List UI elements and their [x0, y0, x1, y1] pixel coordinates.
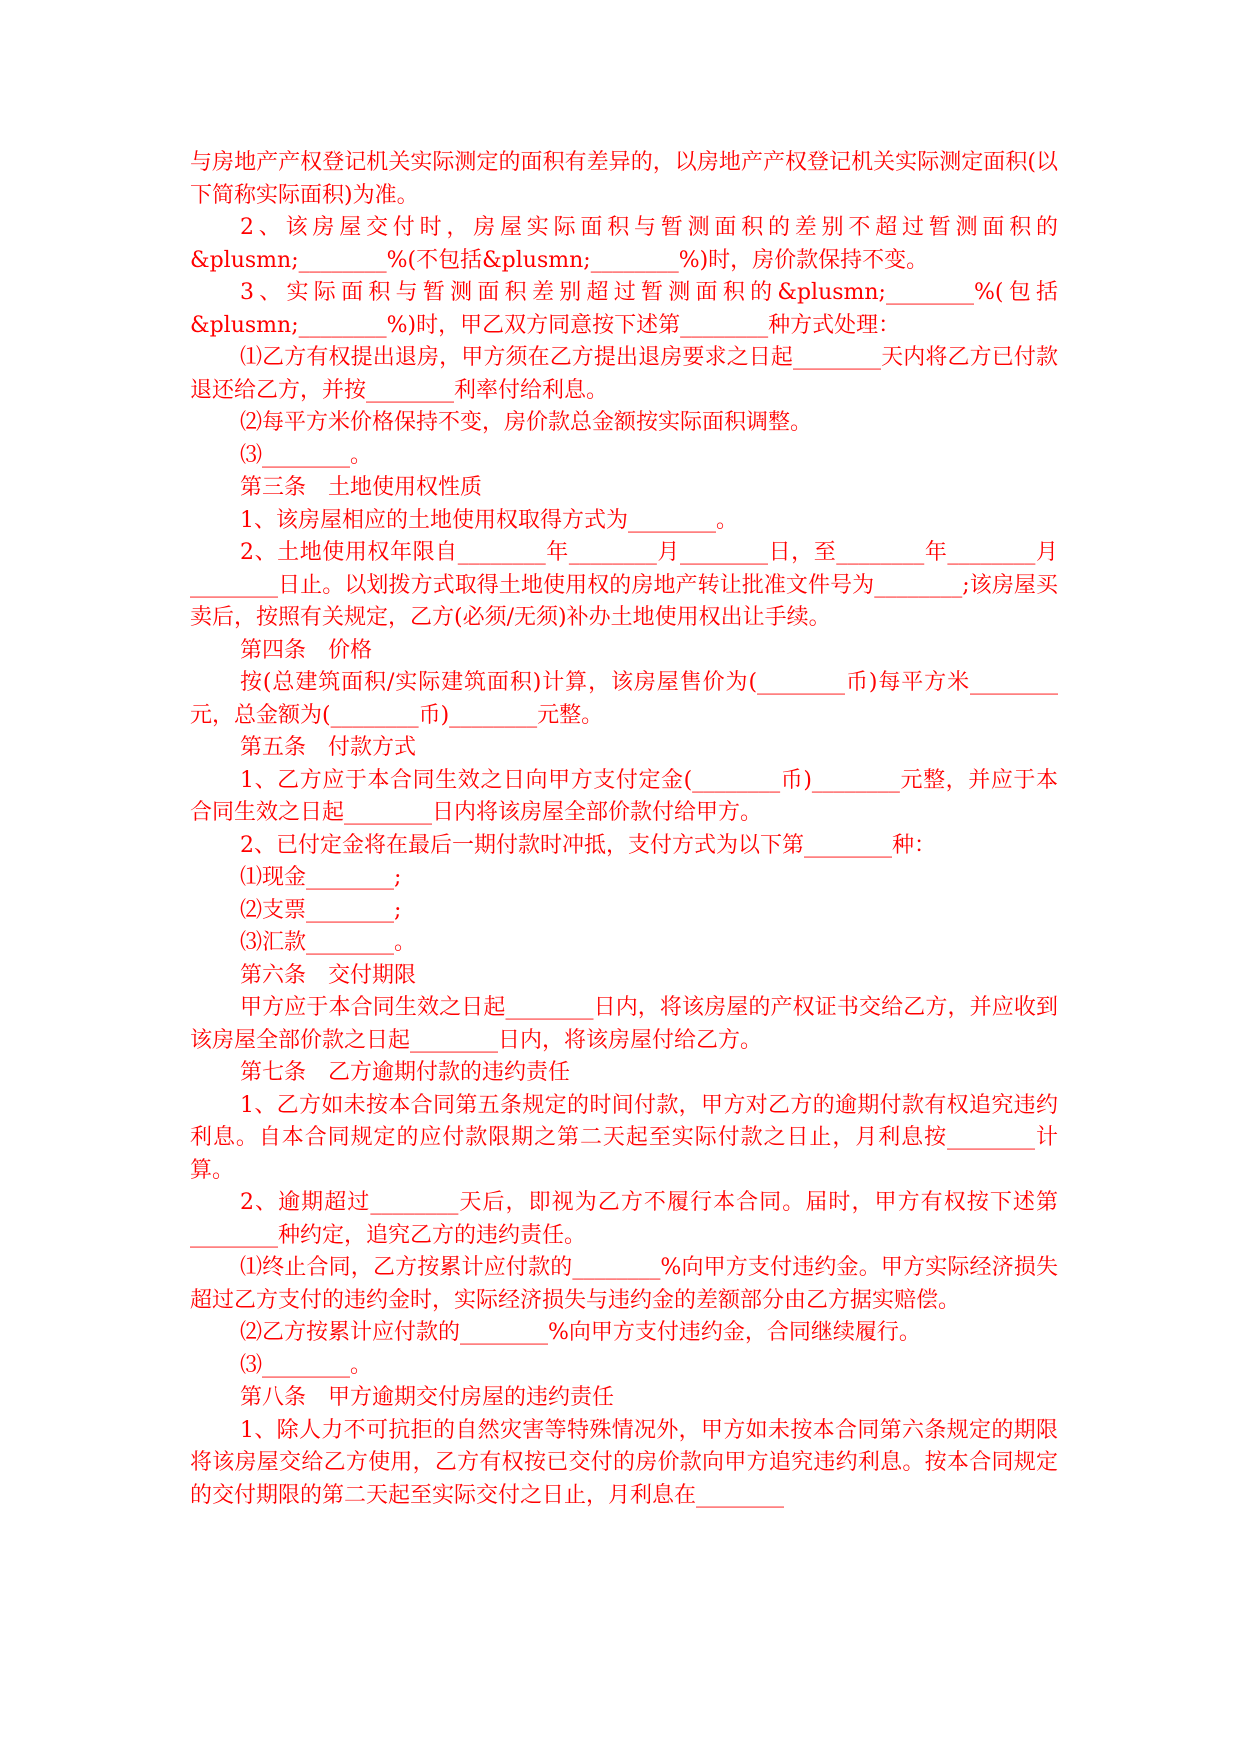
paragraph-payment-remit: ⑶汇款________。 [240, 930, 417, 955]
paragraph-late-payment-option-3: ⑶________。 [240, 1352, 373, 1378]
paragraph-payment-clause-1: 1、乙方应于本合同生效之日向甲方支付定金(________币)________元整，并应于本合同生效之日起________日内将该房屋全部价款付给甲方。 [190, 767, 1058, 825]
paragraph-payment-cash: ⑴现金________; [240, 865, 402, 890]
paragraph-late-delivery-1: 1、除人力不可抗拒的自然灾害等特殊情况外，甲方如未按本合同第六条规定的期限将该房屋交给乙方使用，乙方有权按已交付的房价款向甲方追究违约利息。按本合同规定的交付期限的第二天起至实际交付之日止，月利息在________ [190, 1417, 1058, 1508]
paragraph-payment-check: ⑵支票________; [240, 897, 402, 923]
article-3-heading: 第三条 土地使用权性质 [240, 475, 483, 500]
article-5-heading: 第五条 付款方式 [240, 735, 417, 760]
paragraph-payment-clause-2: 2、已付定金将在最后一期付款时冲抵，支付方式为以下第________种： [240, 832, 936, 858]
article-4-heading: 第四条 价格 [240, 637, 373, 663]
article-8-heading: 第八条 甲方逾期交付房屋的违约责任 [240, 1385, 615, 1410]
paragraph-option-2: ⑵每平方米价格保持不变，房价款总金额按实际面积调整。 [240, 410, 813, 435]
paragraph-late-payment-option-1: ⑴终止合同，乙方按累计应付款的________%向甲方支付违约金。甲方实际经济损失超过乙方支付的违约金时，实际经济损失与违约金的差额部分由乙方据实赔偿。 [190, 1255, 1058, 1313]
paragraph-area-clause-3: 3、实际面积与暂测面积差别超过暂测面积的&plusmn;________%(包括&plusmn;________%)时，甲乙双方同意按下述第________种方式处理： [190, 280, 1058, 338]
paragraph-late-payment-1: 1、乙方如未按本合同第五条规定的时间付款，甲方对乙方的逾期付款有权追究违约利息。自本合同规定的应付款限期之第二天起至实际付款之日止，月利息按________计算。 [190, 1092, 1058, 1183]
paragraph-delivery: 甲方应于本合同生效之日起________日内，将该房屋的产权证书交给乙方，并应收到该房屋全部价款之日起________日内，将该房屋付给乙方。 [190, 995, 1058, 1053]
article-7-heading: 第七条 乙方逾期付款的违约责任 [240, 1060, 571, 1085]
paragraph-option-3: ⑶________。 [240, 442, 373, 468]
paragraph-price: 按(总建筑面积/实际建筑面积)计算，该房屋售价为(________币)每平方米________元，总金额为(________币)________元整。 [190, 670, 1058, 728]
paragraph-land-clause-1: 1、该房屋相应的土地使用权取得方式为________。 [240, 507, 738, 533]
paragraph-area-continuation: 与房地产产权登记机关实际测定的面积有差异的，以房地产产权登记机关实际测定面积(以下简称实际面积)为准。 [190, 150, 1058, 208]
article-6-heading: 第六条 交付期限 [240, 962, 417, 988]
paragraph-late-payment-2: 2、逾期超过________天后，即视为乙方不履行本合同。届时，甲方有权按下述第________种约定，追究乙方的违约责任。 [190, 1190, 1058, 1248]
document-body [190, 147, 1058, 1512]
paragraph-late-payment-option-2: ⑵乙方按累计应付款的________%向甲方支付违约金，合同继续履行。 [240, 1320, 921, 1345]
paragraph-area-clause-2: 2、该房屋交付时，房屋实际面积与暂测面积的差别不超过暂测面积的&plusmn;________%(不包括&plusmn;________%)时，房价款保持不变。 [190, 215, 1058, 273]
paragraph-land-clause-2: 2、土地使用权年限自________年________月________日，至________年________月________日止。以划拨方式取得土地使用权的房地产转让批准文件号为________;该房屋买卖后，按照有关规定，乙方(必须/无须)补办土地使用权出让手续。 [190, 540, 1058, 630]
paragraph-option-1: ⑴乙方有权提出退房，甲方须在乙方提出退房要求之日起________天内将乙方已付款退还给乙方，并按________利率付给利息。 [190, 345, 1058, 403]
